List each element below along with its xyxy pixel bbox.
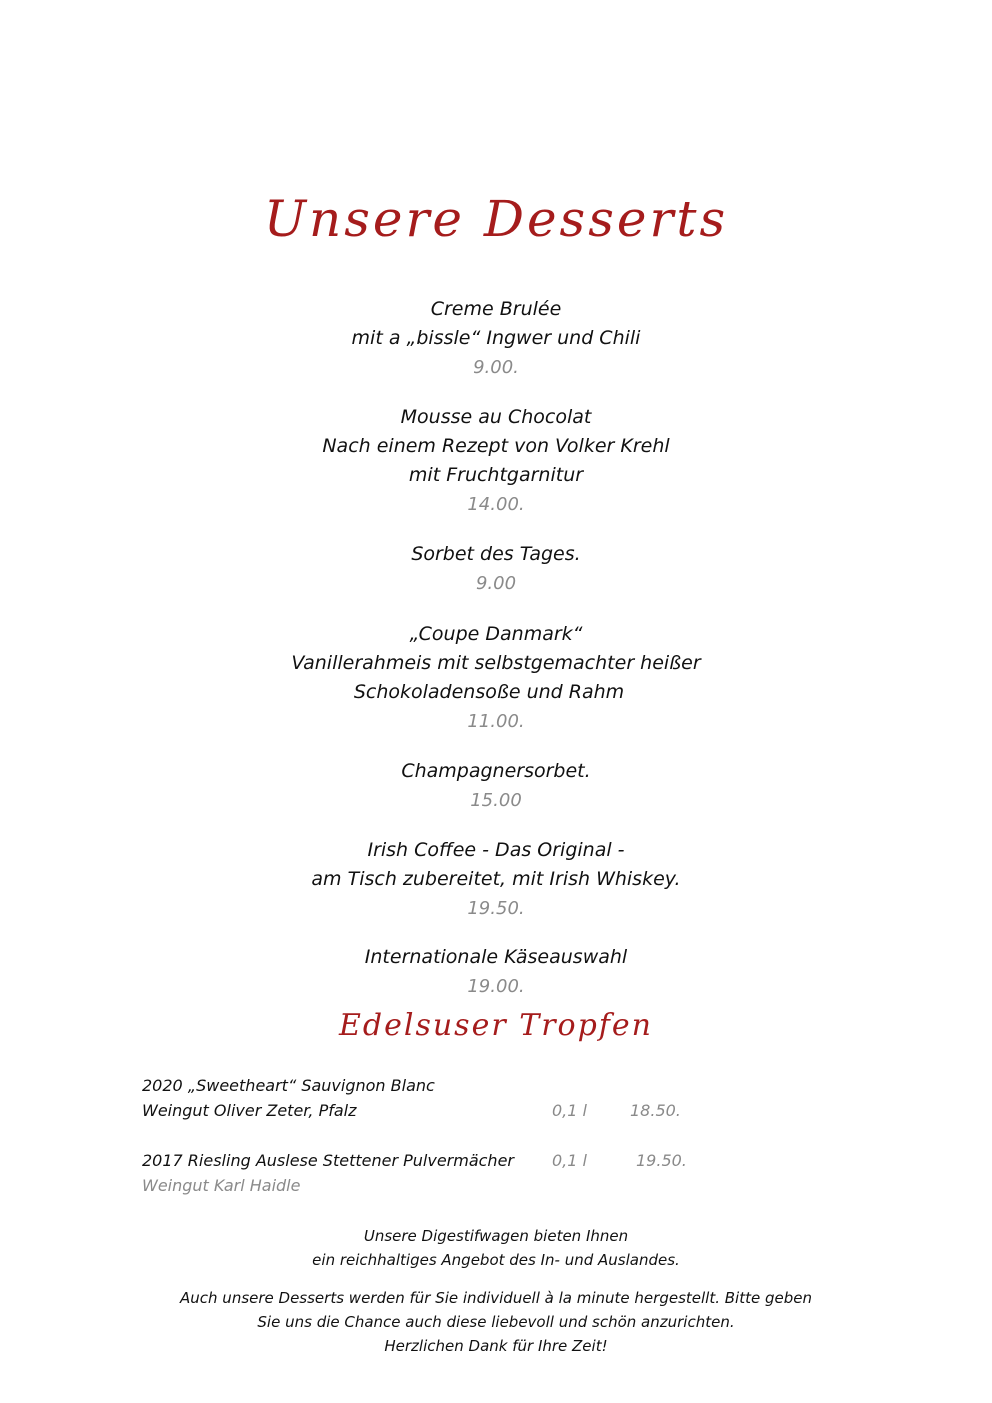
wine-volume: 0,1 l — [552, 1101, 587, 1120]
dessert-name: Internationale Käseauswahl — [364, 946, 628, 968]
dessert-item — [0, 540, 992, 598]
note-line: ein reichhaltiges Angebot des In- und Auslandes. — [312, 1251, 680, 1269]
digestif-note — [0, 1224, 992, 1272]
note-line: Auch unsere Desserts werden für Sie individuell à la minute hergestellt. Bitte geben — [180, 1289, 812, 1307]
dessert-description: Schokoladensoße und Rahm — [353, 681, 625, 703]
dessert-name: „Coupe Danmark“ — [409, 623, 583, 645]
dessert-description: Nach einem Rezept von Volker Krehl — [322, 435, 670, 457]
dessert-price: 9.00. — [473, 357, 519, 378]
wine-name: 2020 „Sweetheart“ Sauvignon Blanc — [142, 1076, 435, 1095]
wine-name: 2017 Riesling Auslese Stettener Pulvermächer — [142, 1151, 514, 1170]
dessert-item — [0, 295, 992, 382]
dessert-price: 14.00. — [467, 494, 525, 515]
dessert-item — [0, 403, 992, 519]
dessert-item — [0, 620, 992, 736]
dessert-description: mit Fruchtgarnitur — [408, 464, 584, 486]
wine-producer: Weingut Karl Haidle — [142, 1176, 301, 1195]
dessert-name: Mousse au Chocolat — [400, 406, 592, 428]
dessert-item — [0, 836, 992, 923]
dessert-item — [0, 943, 992, 1001]
dessert-price: 19.00. — [467, 976, 525, 997]
note-line: Unsere Digestifwagen bieten Ihnen — [363, 1227, 629, 1245]
wine-item — [142, 1148, 742, 1198]
wine-section-title: Edelsuser Tropfen — [339, 1008, 653, 1043]
dessert-name: Sorbet des Tages. — [411, 543, 581, 565]
dessert-name: Champagnersorbet. — [401, 760, 591, 782]
dessert-name: Irish Coffee - Das Original - — [367, 839, 625, 861]
dessert-description: Vanillerahmeis mit selbstgemachter heißer — [291, 652, 701, 674]
note-line: Herzlichen Dank für Ihre Zeit! — [384, 1337, 608, 1355]
wine-price: 18.50. — [630, 1101, 681, 1120]
wine-volume: 0,1 l — [552, 1151, 587, 1170]
dessert-description: am Tisch zubereitet, mit Irish Whiskey. — [311, 868, 681, 890]
dessert-price: 11.00. — [467, 711, 525, 732]
dessert-price: 9.00 — [475, 573, 517, 594]
page-title: Unsere Desserts — [263, 190, 729, 248]
dessert-item — [0, 757, 992, 815]
wine-producer: Weingut Oliver Zeter, Pfalz — [142, 1101, 357, 1120]
closing-note — [0, 1286, 992, 1358]
dessert-price: 19.50. — [467, 898, 525, 919]
wine-price: 19.50. — [636, 1151, 687, 1170]
dessert-price: 15.00 — [470, 790, 522, 811]
dessert-description: mit a „bissle“ Ingwer und Chili — [351, 327, 641, 349]
wine-item — [142, 1073, 742, 1123]
note-line: Sie uns die Chance auch diese liebevoll und schön anzurichten. — [257, 1313, 735, 1331]
dessert-name: Creme Brulée — [430, 298, 562, 320]
